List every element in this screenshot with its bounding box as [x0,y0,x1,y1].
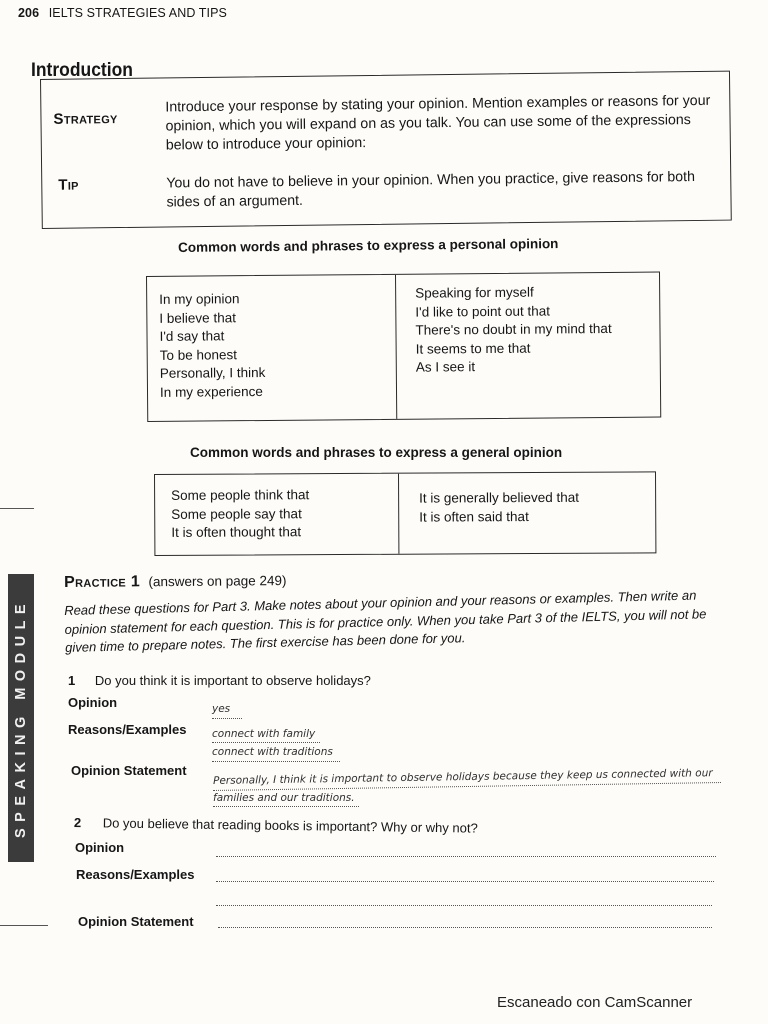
list-item: Some people think that [171,487,310,503]
strategy-tip-box [40,71,732,229]
side-tab-rule [0,508,34,509]
statement-label: Opinion Statement [78,914,194,929]
running-head [18,6,227,20]
list-item: Some people say that [171,505,302,522]
list-item: It seems to me that [415,340,531,357]
answer-line [212,718,242,719]
statement-label: Opinion Statement [71,763,187,778]
personal-opinion-heading: Common words and phrases to express a personal opinion [178,236,559,255]
handwritten-statement: families and our traditions. [213,792,355,804]
list-item: In my opinion [159,291,240,307]
page-number: 206 [18,6,40,20]
strategy-label: Strategy [53,110,118,128]
question-text: Do you think it is important to observe holidays? [94,673,371,688]
practice-title: Practice 1 [64,573,141,591]
opinion-label: Opinion [75,840,125,855]
handwritten-opinion: yes [212,703,231,715]
general-opinion-heading: Common words and phrases to express a general opinion [190,445,563,460]
personal-opinion-right-list [395,273,658,419]
answer-line[interactable] [216,856,716,857]
list-item: Personally, I think [159,364,266,381]
question-number: 1 [68,673,76,688]
list-item: It is often said that [419,508,529,525]
list-item: As I see it [415,359,476,375]
answer-line[interactable] [216,905,712,906]
list-item: It is generally believed that [419,489,580,506]
personal-opinion-box [146,272,661,422]
answer-line[interactable] [218,927,712,928]
list-item: Speaking for myself [415,284,534,301]
side-tab-rule [0,925,48,926]
question-1 [68,673,371,688]
list-item: In my experience [159,383,263,400]
opinion-label: Opinion [68,695,118,710]
question-2 [74,815,478,836]
list-item: To be honest [159,346,238,363]
practice-heading [64,572,287,592]
running-head-title: IELTS STRATEGIES AND TIPS [48,6,227,20]
personal-opinion-left-list [147,275,396,421]
answer-line[interactable] [216,881,714,882]
question-number: 2 [73,815,82,831]
list-item: I'd say that [159,328,225,344]
answer-line [212,761,340,762]
reasons-label: Reasons/Examples [76,867,195,882]
general-opinion-left-list [155,474,398,555]
scanner-watermark: Escaneado con CamScanner [497,994,693,1011]
tip-text: You do not have to believe in your opinion. When you practice, give reasons for both sides of an argument. [166,169,696,211]
list-item: It is often thought that [171,524,302,540]
list-item: I'd like to point out that [415,302,551,320]
handwritten-reason: connect with family [212,728,316,740]
answer-line [213,806,359,807]
question-text: Do you believe that reading books is important? Why or why not? [102,815,478,836]
general-opinion-right-list [398,472,653,553]
strategy-text: Introduce your response by stating your opinion. Mention examples or reasons for your opinion, which you will expand on as you talk. You can use some of the expressions below to introduce your opinion: [165,92,711,154]
answer-line [212,742,320,743]
tip-label: Tip [58,176,79,194]
handwritten-reason: connect with traditions [212,746,333,758]
reasons-label: Reasons/Examples [68,722,187,737]
list-item: I believe that [159,309,236,326]
handwritten-statement: Personally, I think it is important to observe holidays because they keep us connected with our [213,767,713,787]
practice-instructions: Read these questions for Part 3. Make notes about your opinion and your reasons or examples. Then write an opinion statement for each question. This is for practice only. When you take Part 3 of the IELTS, you will not be given time to prepare notes. The first exercise has been done for you. [64,587,707,655]
general-opinion-box [154,471,656,556]
list-item: There's no doubt in my mind that [415,320,612,338]
section-title: Introduction [31,60,133,81]
answers-note: (answers on page 249) [148,573,287,590]
side-tab: SPEAKING MODULE [8,574,34,862]
